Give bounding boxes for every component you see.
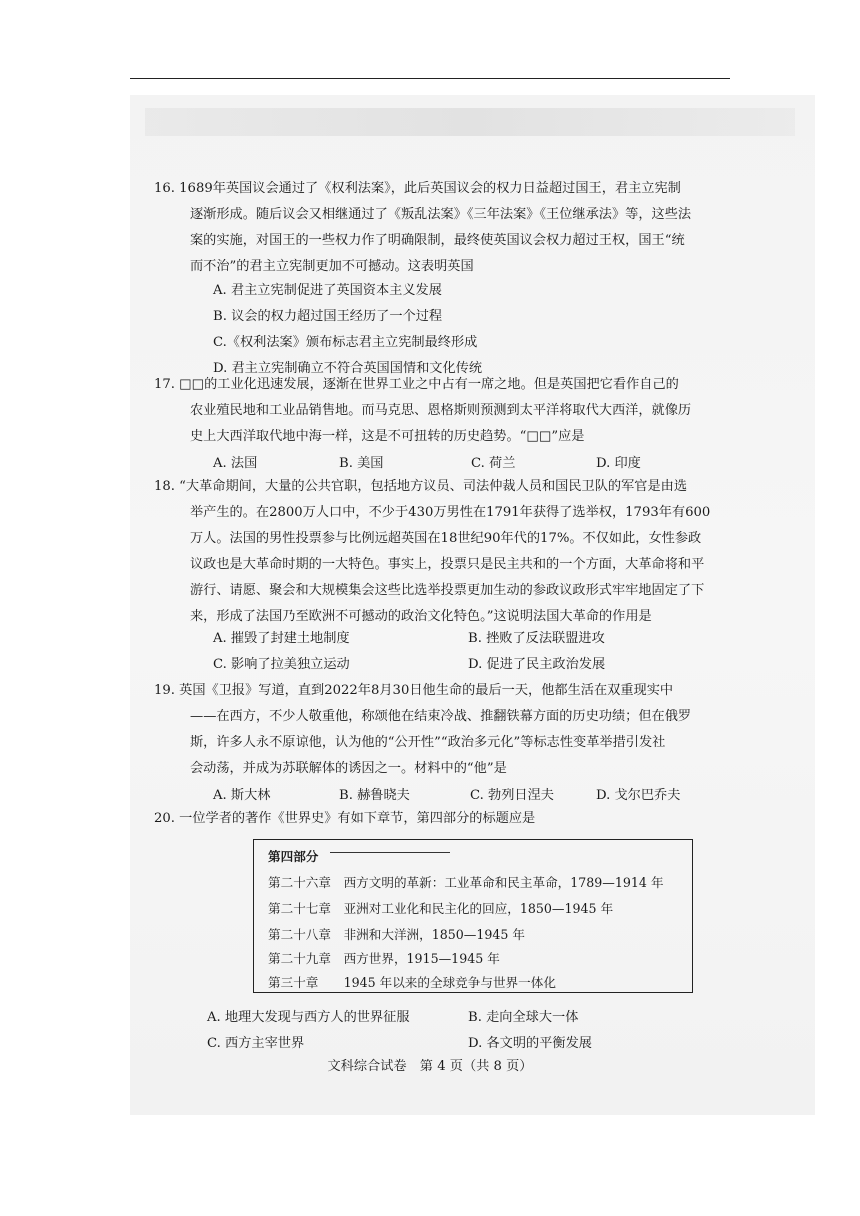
table-row: 第二十九章 西方世界，1915—1945 年 [268, 951, 500, 966]
q18-line: 游行、请愿、聚会和大规模集会这些比选举投票更加生动的参政议政形式牢牢地固定了下 [190, 583, 705, 598]
q19-line: 会动荡，并成为苏联解体的诱因之一。材料中的“他”是 [190, 761, 507, 776]
q16-line: 而不治”的君主立宪制更加不可撼动。这表明英国 [190, 259, 474, 274]
q18-option-c[interactable]: C. 影响了拉美独立运动 [213, 657, 350, 672]
q19-line: 19. 英国《卫报》写道，直到2022年8月30日他生命的最后一天，他都生活在双重现实中 [154, 683, 674, 698]
q18-option-a[interactable]: A. 摧毁了封建土地制度 [213, 631, 350, 646]
scan-smudge [145, 108, 795, 136]
q20-stem: 20. 一位学者的著作《世界史》有如下章节，第四部分的标题应是 [154, 811, 536, 826]
handwritten-underline [330, 852, 450, 853]
page-footer: 文科综合试卷 第 4 页（共 8 页） [327, 1059, 533, 1074]
question-18 [154, 474, 712, 630]
q18-line: 万人。法国的男性投票参与比例远超英国在18世纪90年代的17%。不仅如此，女性参政 [190, 531, 702, 546]
q17-line: 史上大西洋取代地中海一样，这是不可扭转的历史趋势。“□□”应是 [190, 429, 585, 444]
question-19 [154, 678, 712, 782]
table-row: 第三十章 1945 年以来的全球竞争与世界一体化 [268, 975, 556, 990]
q17-line: 17. □□的工业化迅速发展，逐渐在世界工业之中占有一席之地。但是英国把它看作自己的 [154, 377, 679, 392]
question-20 [154, 806, 712, 832]
q18-option-d[interactable]: D. 促进了民主政治发展 [468, 657, 606, 672]
q20-option-b[interactable]: B. 走向全球大一体 [468, 1010, 579, 1025]
question-16 [154, 176, 712, 280]
q17-line: 农业殖民地和工业品销售地。而马克思、恩格斯则预测到太平洋将取代大西洋，就像历 [190, 403, 692, 418]
q19-line: ——在西方，不少人敬重他，称颂他在结束冷战、推翻铁幕方面的历史功绩；但在俄罗 [190, 709, 692, 724]
top-rule [130, 78, 730, 79]
q18-line: 18. “大革命期间，大量的公共官职，包括地方议员、司法仲裁人员和国民卫队的军官是由选 [154, 479, 688, 494]
q20-option-d[interactable]: D. 各文明的平衡发展 [468, 1036, 592, 1051]
chapter-table [253, 839, 693, 993]
q20-option-a[interactable]: A. 地理大发现与西方人的世界征服 [207, 1010, 410, 1025]
q16-line: 案的实施，对国王的一些权力作了明确限制，最终使英国议会权力超过王权，国王“统 [190, 233, 685, 248]
q16-line: 16. 1689年英国议会通过了《权利法案》，此后英国议会的权力日益超过国王，君主立宪制 [154, 181, 681, 196]
q20-option-c[interactable]: C. 西方主宰世界 [207, 1036, 305, 1051]
table-row: 第二十七章 亚洲对工业化和民主化的回应，1850—1945 年 [268, 901, 614, 916]
q19-line: 斯，许多人永不原谅他，认为他的“公开性”“政治多元化”等标志性变革举措引发社 [190, 735, 666, 750]
q16-line: 逐渐形成。随后议会又相继通过了《叛乱法案》《三年法案》《王位继承法》等，这些法 [190, 207, 692, 222]
q16-option-d[interactable]: D. 君主立宪制确立不符合英国国情和文化传统 [213, 361, 483, 376]
q19-option-d[interactable]: D. 戈尔巴乔夫 [596, 788, 681, 803]
q19-option-c[interactable]: C. 勃列日涅夫 [470, 788, 554, 803]
q18-line: 举产生的。在2800万人口中，不少于430万男性在1791年获得了选举权，1793年有600 [190, 505, 711, 520]
q17-option-c[interactable]: C. 荷兰 [471, 456, 516, 471]
q18-line: 议政也是大革命时期的一大特色。事实上，投票只是民主共和的一个方面，大革命将和平 [190, 557, 705, 572]
q19-option-a[interactable]: A. 斯大林 [213, 788, 271, 803]
q17-option-d[interactable]: D. 印度 [596, 456, 641, 471]
q18-line: 来，形成了法国乃至欧洲不可撼动的政治文化特色。”这说明法国大革命的作用是 [190, 609, 652, 624]
q16-option-c[interactable]: C.《权利法案》颁布标志君主立宪制最终形成 [213, 335, 478, 350]
question-17 [154, 372, 712, 450]
q16-option-b[interactable]: B. 议会的权力超过国王经历了一个过程 [213, 309, 443, 324]
q19-option-b[interactable]: B. 赫鲁晓夫 [339, 788, 410, 803]
q17-option-a[interactable]: A. 法国 [213, 456, 258, 471]
q17-option-b[interactable]: B. 美国 [339, 456, 384, 471]
table-title: 第四部分 [268, 849, 319, 864]
table-row: 第二十八章 非洲和大洋洲，1850—1945 年 [268, 927, 526, 942]
q16-option-a[interactable]: A. 君主立宪制促进了英国资本主义发展 [213, 283, 442, 298]
table-row: 第二十六章 西方文明的革新：工业革命和民主革命，1789—1914 年 [268, 875, 664, 890]
q18-option-b[interactable]: B. 挫败了反法联盟进攻 [468, 631, 605, 646]
